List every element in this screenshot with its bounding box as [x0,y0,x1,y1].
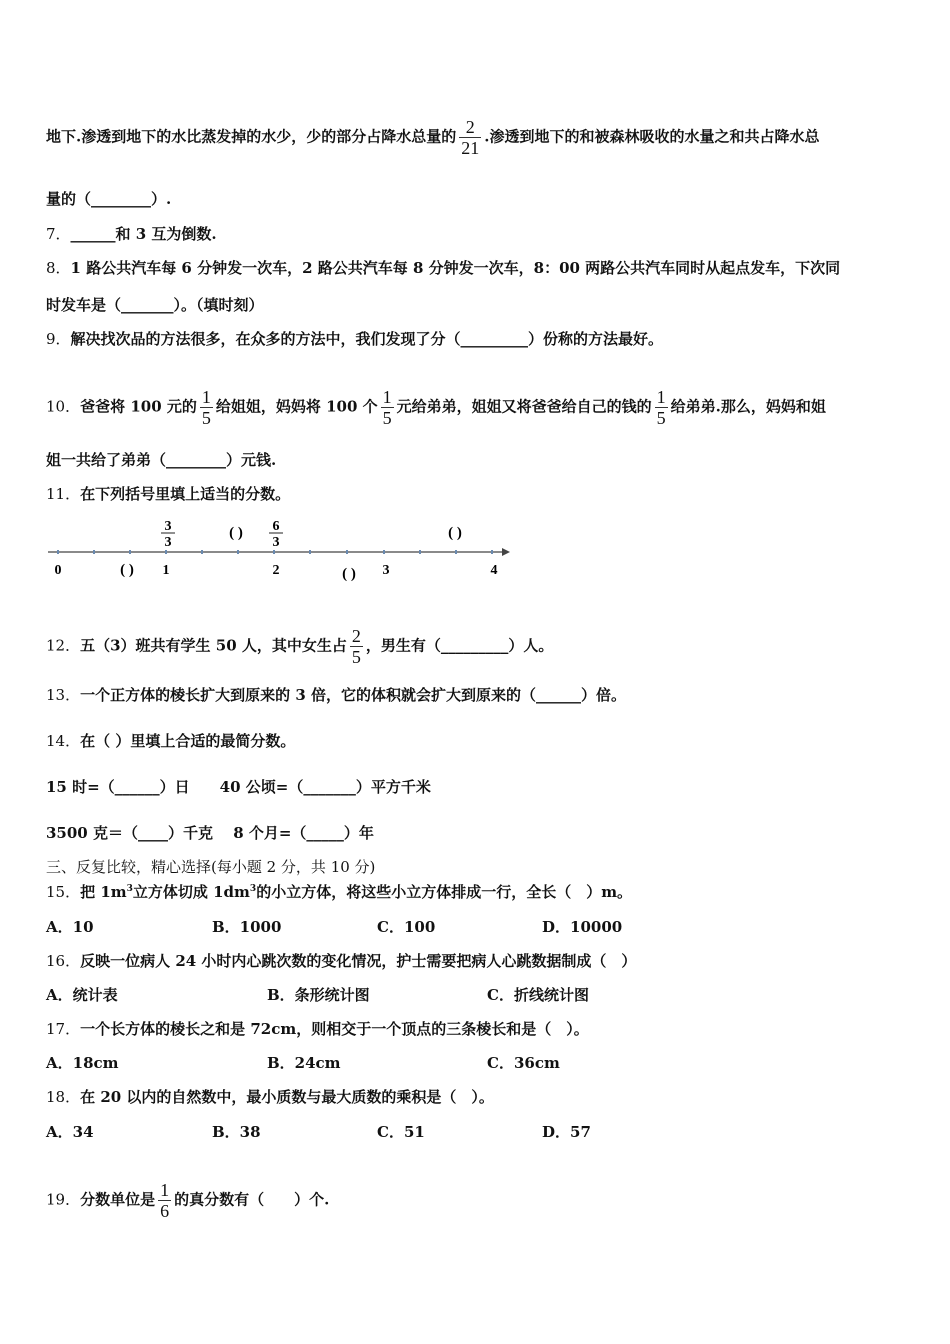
q19-fraction [158,1180,171,1221]
q14 [46,731,295,751]
number-line-figure [0,510,560,586]
q6-text-b: .渗透到地下的和被森林吸收的水量之和共占降水总 [484,127,820,146]
q6-fraction [459,117,481,158]
q6-text-a: 地下.渗透到地下的水比蒸发掉的水少，少的部分占降水总量的 [46,127,457,146]
q11 [46,484,290,504]
q15-option-b[interactable]: B．1000 [212,918,282,936]
q12-frac-num: 2 [351,626,361,646]
fraction-b-den: 3 [272,535,280,550]
q10-fraction-a [200,387,213,428]
q12-text-b: ，男生有（_________）人。 [365,636,554,655]
q16-option-c[interactable]: C．折线统计图 [487,986,589,1004]
q8-number: 8． [46,259,71,277]
q14-text: 在（ ）里填上合适的最简分数。 [80,732,296,750]
q10-line1 [46,387,826,428]
q18-text: 在 20 以内的自然数中，最小质数与最大质数的乘积是（ ）。 [80,1088,494,1106]
q7-number: 7． [46,225,71,243]
q10-frac-b-den: 5 [382,408,392,428]
q6-line1 [46,117,819,158]
q7 [46,224,217,244]
q17-option-c[interactable]: C．36cm [487,1054,560,1072]
q10-fraction-b [381,387,394,428]
q10-number: 10． [46,397,81,416]
q12-text-a: 五（3）班共有学生 50 人，其中女生占 [80,636,347,655]
q10-frac-c-den: 5 [656,408,666,428]
q15-option-a[interactable]: A．10 [46,918,94,936]
fraction-b-num: 6 [272,519,280,534]
q19 [46,1180,329,1221]
q15-option-d[interactable]: D．10000 [542,918,623,936]
q17-text: 一个长方体的棱长之和是 72cm，则相交于一个顶点的三条棱长和是（ ）。 [80,1020,589,1038]
q18-option-a[interactable]: A．34 [46,1123,94,1141]
number-line-arrow-icon [502,548,510,556]
q18 [46,1087,494,1107]
q12 [46,626,553,667]
tick-label-2: 2 [272,563,280,578]
q12-fraction [350,626,363,667]
q19-frac-den: 6 [160,1201,170,1221]
q17-option-a[interactable]: A．18cm [46,1054,119,1072]
tick-label-4: 4 [490,563,498,578]
q6-line2: 量的（________）. [46,190,172,208]
q6-frac-num: 2 [465,117,475,137]
q19-text-a: 分数单位是 [80,1190,156,1209]
q15-number: 15． [46,883,81,901]
q18-number: 18． [46,1088,81,1106]
q10-frac-b-num: 1 [382,387,392,407]
q18-option-d[interactable]: D．57 [542,1123,591,1141]
blank-paren-bottom-1: ( ) [120,562,134,578]
tick-label-0: 0 [54,563,62,578]
q14-number: 14． [46,732,81,750]
q17 [46,1019,589,1039]
q10-text-b: 给姐姐，妈妈将 100 个 [215,397,378,416]
q16-text: 反映一位病人 24 小时内心跳次数的变化情况，护士需要把病人心跳数据制成（ ） [80,952,637,970]
q10-frac-a-den: 5 [201,408,211,428]
q16 [46,951,636,971]
q10-frac-a-num: 1 [201,387,211,407]
blank-paren-bottom-2: ( ) [342,566,356,582]
fraction-a-num: 3 [164,519,172,534]
q10-text-a: 爸爸将 100 元的 [80,397,197,416]
blank-paren-top-2: ( ) [448,525,462,541]
q8-line2: 时发车是（_______）。（填时刻） [46,296,264,314]
q13 [46,685,626,705]
q6-frac-den: 21 [461,138,480,158]
q10-frac-c-num: 1 [656,387,666,407]
q16-number: 16． [46,952,81,970]
q11-number: 11． [46,485,81,503]
q9 [46,329,663,349]
q10-fraction-c [655,387,668,428]
tick-label-3: 3 [382,563,390,578]
section3-title: 三、反复比较，精心选择(每小题 2 分，共 10 分) [46,858,376,876]
q14-row1: 15 时=（______）日 40 公顷=（_______）平方千米 [46,778,431,796]
q15-sup-b: 3 [249,884,257,894]
q15-sup-a: 3 [126,884,133,894]
q9-number: 9． [46,330,71,348]
q9-text: 解决找次品的方法很多，在众多的方法中，我们发现了分（_________）份称的方法最好。 [70,330,664,348]
q13-number: 13． [46,686,81,704]
q17-option-b[interactable]: B．24cm [267,1054,341,1072]
q15-option-c[interactable]: C．100 [377,918,436,936]
q8-line1 [46,258,840,278]
q17-number: 17． [46,1020,81,1038]
q18-option-c[interactable]: C．51 [377,1123,425,1141]
q16-option-b[interactable]: B．条形统计图 [267,986,370,1004]
q15-text-b: 立方体切成 1dm [132,883,250,901]
q18-option-b[interactable]: B．38 [212,1123,261,1141]
q12-frac-den: 5 [351,647,361,667]
q16-option-a[interactable]: A．统计表 [46,986,118,1004]
q10-text-c: 元给弟弟，姐姐又将爸爸给自己的钱的 [396,397,652,416]
q15-text-c: 的小立方体，将这些小立方体排成一行，全长（ ）m。 [256,883,633,901]
q19-text-b: 的真分数有（ ）个. [174,1190,330,1209]
fraction-a-den: 3 [164,535,172,550]
q13-text: 一个正方体的棱长扩大到原来的 3 倍，它的体积就会扩大到原来的（______）倍。 [80,686,626,704]
q19-number: 19． [46,1190,81,1209]
tick-label-1: 1 [162,563,170,578]
q14-row2: 3500 克＝（____）千克 8 个月=（_____）年 [46,824,374,842]
q11-text: 在下列括号里填上适当的分数。 [80,485,291,503]
q8-text: 1 路公共汽车每 6 分钟发一次车，2 路公共汽车每 8 分钟发一次车，8：00 两路公共汽车同时从起点发车，下次同 [70,259,841,277]
q7-text: ______和 3 互为倒数. [70,225,217,243]
q12-number: 12． [46,636,81,655]
q10-line2: 姐一共给了弟弟（________）元钱. [46,451,277,469]
blank-paren-top-1: ( ) [229,525,243,541]
q19-frac-num: 1 [160,1180,170,1200]
q10-text-d: 给弟弟.那么，妈妈和姐 [670,397,826,416]
q15-text-a: 把 1m [80,883,127,901]
q15 [46,882,632,902]
